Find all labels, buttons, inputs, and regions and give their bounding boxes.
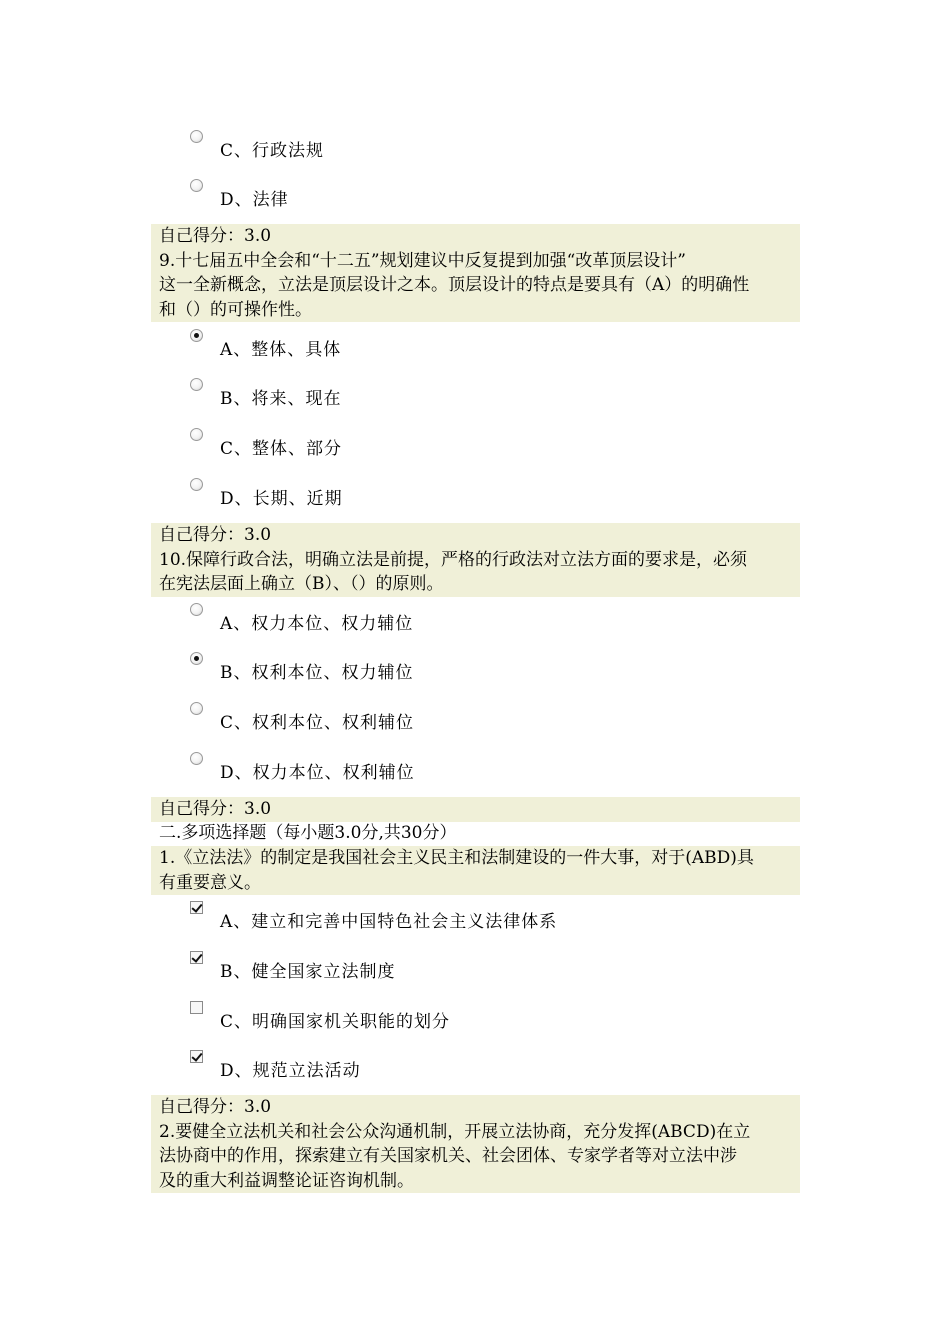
option-q10-a[interactable] [190, 606, 750, 632]
checkbox-checked-icon[interactable] [190, 1050, 203, 1063]
checkbox-checked-icon[interactable] [190, 951, 203, 964]
radio-icon[interactable] [190, 702, 203, 715]
checkbox-icon[interactable] [190, 1001, 203, 1014]
score-text: 自己得分：3.0 [159, 799, 272, 819]
option-q10-c[interactable] [190, 705, 750, 731]
score-q10-block [151, 797, 800, 822]
radio-icon[interactable] [190, 179, 203, 192]
option-q10-d[interactable] [190, 755, 750, 781]
option-label: A、建立和完善中国特色社会主义法律体系 [220, 912, 558, 932]
option-label: C、行政法规 [220, 141, 325, 161]
option-label: B、健全国家立法制度 [220, 962, 396, 982]
option-m1-b[interactable] [190, 954, 750, 980]
option-label: A、整体、具体 [220, 340, 342, 360]
option-m1-d[interactable] [190, 1053, 750, 1079]
option-label: C、整体、部分 [220, 439, 343, 459]
question-10-block [151, 523, 800, 597]
checkbox-checked-icon[interactable] [190, 901, 203, 914]
option-label: C、明确国家机关职能的划分 [220, 1012, 451, 1032]
option-m1-a[interactable] [190, 904, 750, 930]
multi-question-2-line-2: 法协商中的作用，探索建立有关国家机关、社会团体、专家学者等对立法中涉 [159, 1146, 737, 1166]
option-q8-d[interactable] [190, 182, 750, 208]
multi-question-2-block [151, 1095, 800, 1193]
multi-question-1-line-1: 1.《立法法》的制定是我国社会主义民主和法制建设的一件大事，对于(ABD)具 [159, 848, 754, 868]
question-9-line-3: 和（）的可操作性。 [159, 299, 312, 320]
multi-question-2-line-3: 及的重大利益调整论证咨询机制。 [159, 1170, 414, 1191]
radio-icon[interactable] [190, 752, 203, 765]
option-label: C、权利本位、权利辅位 [220, 713, 415, 733]
radio-icon[interactable] [190, 603, 203, 616]
radio-selected-icon[interactable] [190, 329, 203, 342]
radio-selected-icon[interactable] [190, 652, 203, 665]
option-q10-b[interactable] [190, 655, 750, 681]
option-q9-a[interactable] [190, 332, 750, 358]
option-q9-c[interactable] [190, 431, 750, 457]
question-10-line-1: 10.保障行政合法，明确立法是前提，严格的行政法对立法方面的要求是，必须 [159, 549, 748, 570]
multi-question-1-block [151, 846, 800, 895]
option-q9-d[interactable] [190, 481, 750, 507]
question-9-line-2: 这一全新概念，立法是顶层设计之本。顶层设计的特点是要具有（A）的明确性 [159, 275, 750, 295]
option-label: D、长期、近期 [220, 489, 343, 509]
radio-icon[interactable] [190, 130, 203, 143]
option-label: B、将来、现在 [220, 389, 342, 409]
option-label: D、规范立法活动 [220, 1061, 361, 1081]
option-q8-c[interactable] [190, 133, 750, 159]
section-title: 二.多项选择题（每小题3.0分,共30分） [159, 823, 457, 843]
question-9-block [151, 224, 800, 322]
score-text: 自己得分：3.0 [159, 1097, 272, 1117]
option-m1-c[interactable] [190, 1004, 750, 1030]
score-text: 自己得分：3.0 [159, 226, 272, 246]
score-text: 自己得分：3.0 [159, 525, 272, 545]
option-label: B、权利本位、权力辅位 [220, 663, 414, 683]
multi-question-1-line-2: 有重要意义。 [159, 872, 261, 893]
option-q9-b[interactable] [190, 381, 750, 407]
question-10-line-2: 在宪法层面上确立（B）、（）的原则。 [159, 574, 444, 594]
question-9-line-1: 9.十七届五中全会和“十二五”规划建议中反复提到加强“改革顶层设计” [159, 250, 686, 271]
option-label: A、权力本位、权力辅位 [220, 614, 414, 634]
radio-icon[interactable] [190, 478, 203, 491]
radio-icon[interactable] [190, 428, 203, 441]
radio-icon[interactable] [190, 378, 203, 391]
option-label: D、法律 [220, 190, 289, 210]
option-label: D、权力本位、权利辅位 [220, 763, 415, 783]
multi-question-2-line-1: 2.要健全立法机关和社会公众沟通机制，开展立法协商，充分发挥(ABCD)在立 [159, 1121, 751, 1142]
